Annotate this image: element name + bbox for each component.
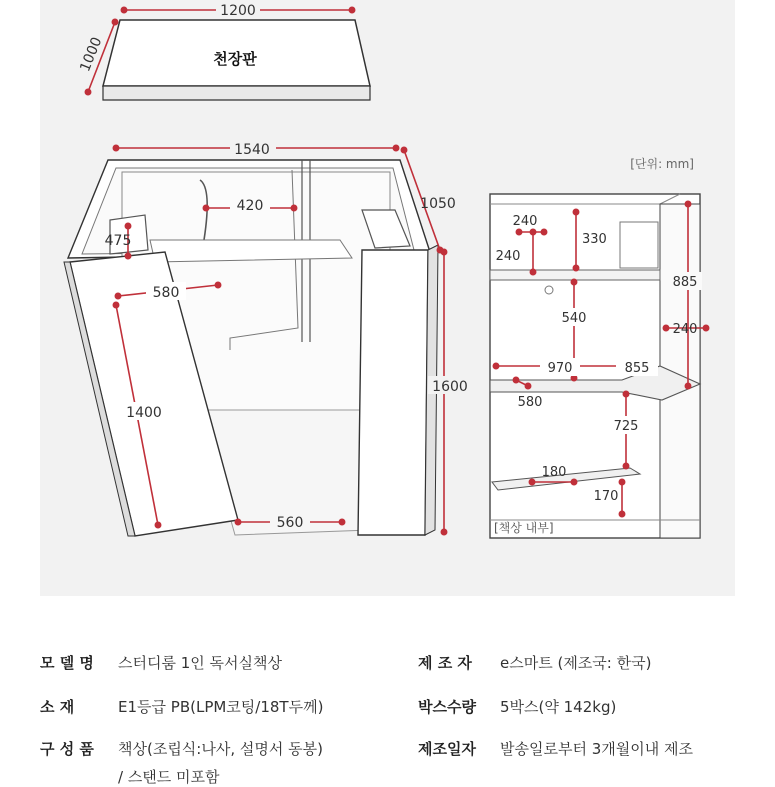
- ceiling-panel-label: 천장판: [213, 50, 257, 68]
- desk-970-dim: 970: [547, 361, 573, 376]
- footrest-180-dim: 180: [541, 465, 567, 480]
- material-value: E1등급 PB(LPM코팅/18T두께): [118, 698, 324, 716]
- diagram-panel: [40, 0, 735, 596]
- exterior-depth-dim: 1050: [420, 196, 456, 212]
- interior-drawing: [490, 194, 706, 538]
- gap-330-dim: 330: [582, 232, 607, 247]
- exterior-drawing: [64, 138, 470, 536]
- model-value: 스터디룸 1인 독서실책상: [118, 654, 282, 672]
- shelf-height-dim: 240: [495, 249, 521, 264]
- boxes-label: 박스수량: [418, 698, 476, 716]
- exterior-width-dim: 1540: [234, 142, 270, 158]
- product-dimension-diagram: [40, 0, 735, 596]
- ceiling-depth-dim: 1000: [77, 34, 106, 75]
- footrest-170-dim: 170: [593, 489, 619, 504]
- height-540-dim: 540: [561, 311, 587, 326]
- maker-value: e스마트 (제조국: 한국): [500, 654, 652, 672]
- ceiling-panel-drawing: [77, 0, 370, 100]
- desk-855-dim: 855: [624, 361, 650, 376]
- right-240-dim: 240: [672, 322, 698, 337]
- window-height-dim: 475: [104, 233, 132, 249]
- door-height-dim: 1400: [126, 405, 162, 421]
- window-width-dim: 420: [236, 198, 264, 214]
- shelf-width-dim: 240: [512, 214, 538, 229]
- ceiling-width-dim: 1200: [220, 3, 256, 19]
- desk-580-dim: 580: [517, 395, 543, 410]
- door-width-dim: 580: [152, 285, 180, 301]
- material-label: 소 재: [40, 698, 75, 716]
- date-value: 발송일로부터 3개월이내 제조: [500, 740, 693, 758]
- height-885-dim: 885: [672, 275, 698, 290]
- composition-value-continued: / 스탠드 미포함: [118, 768, 220, 786]
- composition-value: 책상(조립식:나사, 설명서 동봉): [118, 740, 323, 758]
- date-label: 제조일자: [418, 740, 476, 758]
- interior-label: [책상 내부]: [494, 521, 554, 535]
- exterior-height-dim: 1600: [432, 379, 468, 395]
- spec-table: [0, 640, 775, 786]
- height-725-dim: 725: [613, 419, 639, 434]
- boxes-value: 5박스(약 142kg): [500, 698, 617, 716]
- unit-note: [단위: mm]: [630, 157, 694, 171]
- maker-label: 제 조 자: [418, 654, 472, 672]
- model-label: 모 델 명: [40, 654, 94, 672]
- composition-label: 구 성 품: [40, 740, 94, 758]
- bottom-opening-dim: 560: [276, 515, 304, 531]
